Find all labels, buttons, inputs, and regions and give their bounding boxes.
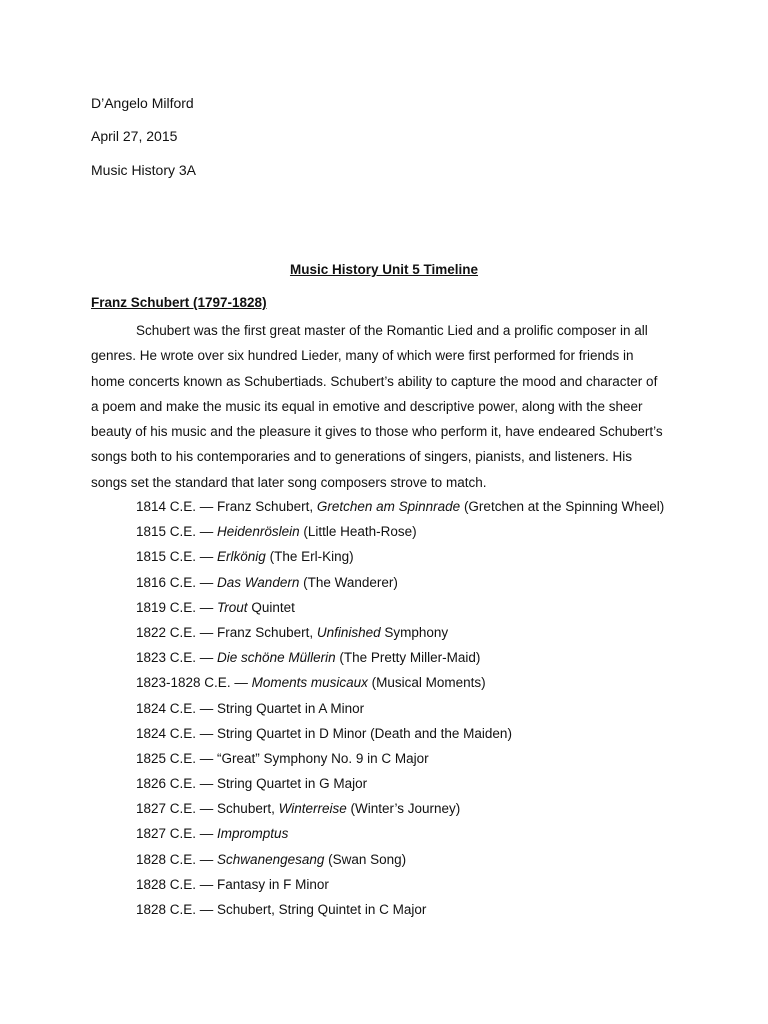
timeline-entry <box>136 696 736 721</box>
timeline-date: 1823-1828 C.E. — <box>136 675 252 691</box>
timeline-text: (The Pretty Miller-Maid) <box>335 650 481 666</box>
paragraph-line: genres. He wrote over six hundred Lieder, many of which were first performed for friends in <box>91 348 634 364</box>
timeline-text: Fantasy in F Minor <box>217 876 329 892</box>
timeline-work-title: Das Wandern <box>217 574 300 590</box>
timeline-text: (The Erl-King) <box>265 549 354 565</box>
timeline-work-title: Trout <box>217 599 248 615</box>
timeline-date: 1822 C.E. — <box>136 624 218 640</box>
timeline-text: String Quartet in A Minor <box>217 700 365 716</box>
timeline-text: Franz Schubert, <box>217 499 317 514</box>
timeline-text: (Little Heath-Rose) <box>299 524 417 540</box>
timeline-work-title: Moments musicaux <box>251 675 368 691</box>
timeline-list <box>136 494 736 922</box>
timeline-text: Schubert, String Quintet in C Major <box>217 902 427 917</box>
document-date: April 27, 2015 <box>91 128 178 144</box>
timeline-text: (Gretchen at the Spinning Wheel) <box>460 499 665 514</box>
timeline-work-title: Heidenröslein <box>217 524 300 540</box>
paragraph-line: beauty of his music and the pleasure it gives to those who perform it, have endeared Schubert’s <box>91 424 663 440</box>
timeline-entry <box>136 721 736 746</box>
document-title: Music History Unit 5 Timeline <box>289 262 479 277</box>
timeline-work-title: Unfinished <box>316 624 381 640</box>
paragraph-line: songs both to his contemporaries and to generations of singers, pianists, and listeners. His <box>91 449 633 465</box>
timeline-date: 1814 C.E. — <box>136 499 218 514</box>
timeline-date: 1815 C.E. — <box>136 549 218 565</box>
timeline-text: String Quartet in D Minor (Death and the Maiden) <box>217 725 512 741</box>
timeline-entry <box>136 821 736 846</box>
timeline-entry <box>136 670 736 695</box>
timeline-entry <box>136 847 736 872</box>
timeline-date: 1824 C.E. — <box>136 725 218 741</box>
timeline-entry <box>136 897 736 922</box>
timeline-text: (Swan Song) <box>324 851 407 867</box>
timeline-entry <box>136 771 736 796</box>
timeline-date: 1827 C.E. — <box>136 801 218 817</box>
timeline-work-title: Schwanengesang <box>217 851 325 867</box>
timeline-entry <box>136 595 736 620</box>
timeline-entry <box>136 620 736 645</box>
timeline-text: Schubert, <box>217 801 279 817</box>
timeline-date: 1824 C.E. — <box>136 700 218 716</box>
timeline-date: 1828 C.E. — <box>136 851 218 867</box>
timeline-entry <box>136 796 736 821</box>
timeline-text: String Quartet in G Major <box>217 776 368 792</box>
timeline-date: 1826 C.E. — <box>136 776 218 792</box>
timeline-date: 1825 C.E. — <box>136 750 218 766</box>
timeline-text: “Great” Symphony No. 9 in C Major <box>217 750 429 766</box>
timeline-date: 1828 C.E. — <box>136 876 218 892</box>
timeline-date: 1819 C.E. — <box>136 599 218 615</box>
timeline-text: (The Wanderer) <box>299 574 398 590</box>
timeline-date: 1823 C.E. — <box>136 650 218 666</box>
timeline-date: 1815 C.E. — <box>136 524 218 540</box>
timeline-work-title: Erlkönig <box>217 549 266 565</box>
timeline-date: 1816 C.E. — <box>136 574 218 590</box>
timeline-work-title: Impromptus <box>217 826 289 842</box>
timeline-text: Franz Schubert, <box>217 624 317 640</box>
section-paragraph <box>91 318 691 495</box>
timeline-entry <box>136 494 736 519</box>
timeline-text: (Winter’s Journey) <box>346 801 461 817</box>
timeline-entry <box>136 570 736 595</box>
timeline-work-title: Gretchen am Spinnrade <box>316 499 461 514</box>
paragraph-line: Schubert was the first great master of the Romantic Lied and a prolific composer in all <box>136 323 648 338</box>
timeline-entry <box>136 519 736 544</box>
timeline-date: 1827 C.E. — <box>136 826 218 842</box>
timeline-text: Quintet <box>247 599 295 615</box>
paragraph-line: a poem and make the music its equal in emotive and descriptive power, along with the sheer <box>91 398 643 414</box>
section-heading: Franz Schubert (1797-1828) <box>91 295 267 310</box>
timeline-work-title: Winterreise <box>278 801 347 817</box>
course-name: Music History 3A <box>91 162 197 178</box>
paragraph-line: songs set the standard that later song composers strove to match. <box>91 474 487 490</box>
timeline-entry <box>136 872 736 897</box>
timeline-entry <box>136 544 736 569</box>
timeline-text: (Musical Moments) <box>367 675 486 691</box>
author-name: D’Angelo Milford <box>91 95 194 111</box>
timeline-date: 1828 C.E. — <box>136 902 218 917</box>
timeline-work-title: Die schöne Müllerin <box>217 650 336 666</box>
paragraph-line: home concerts known as Schubertiads. Schubert’s ability to capture the mood and character of <box>91 373 658 389</box>
timeline-entry <box>136 645 736 670</box>
timeline-text: Symphony <box>380 624 449 640</box>
timeline-entry <box>136 746 736 771</box>
